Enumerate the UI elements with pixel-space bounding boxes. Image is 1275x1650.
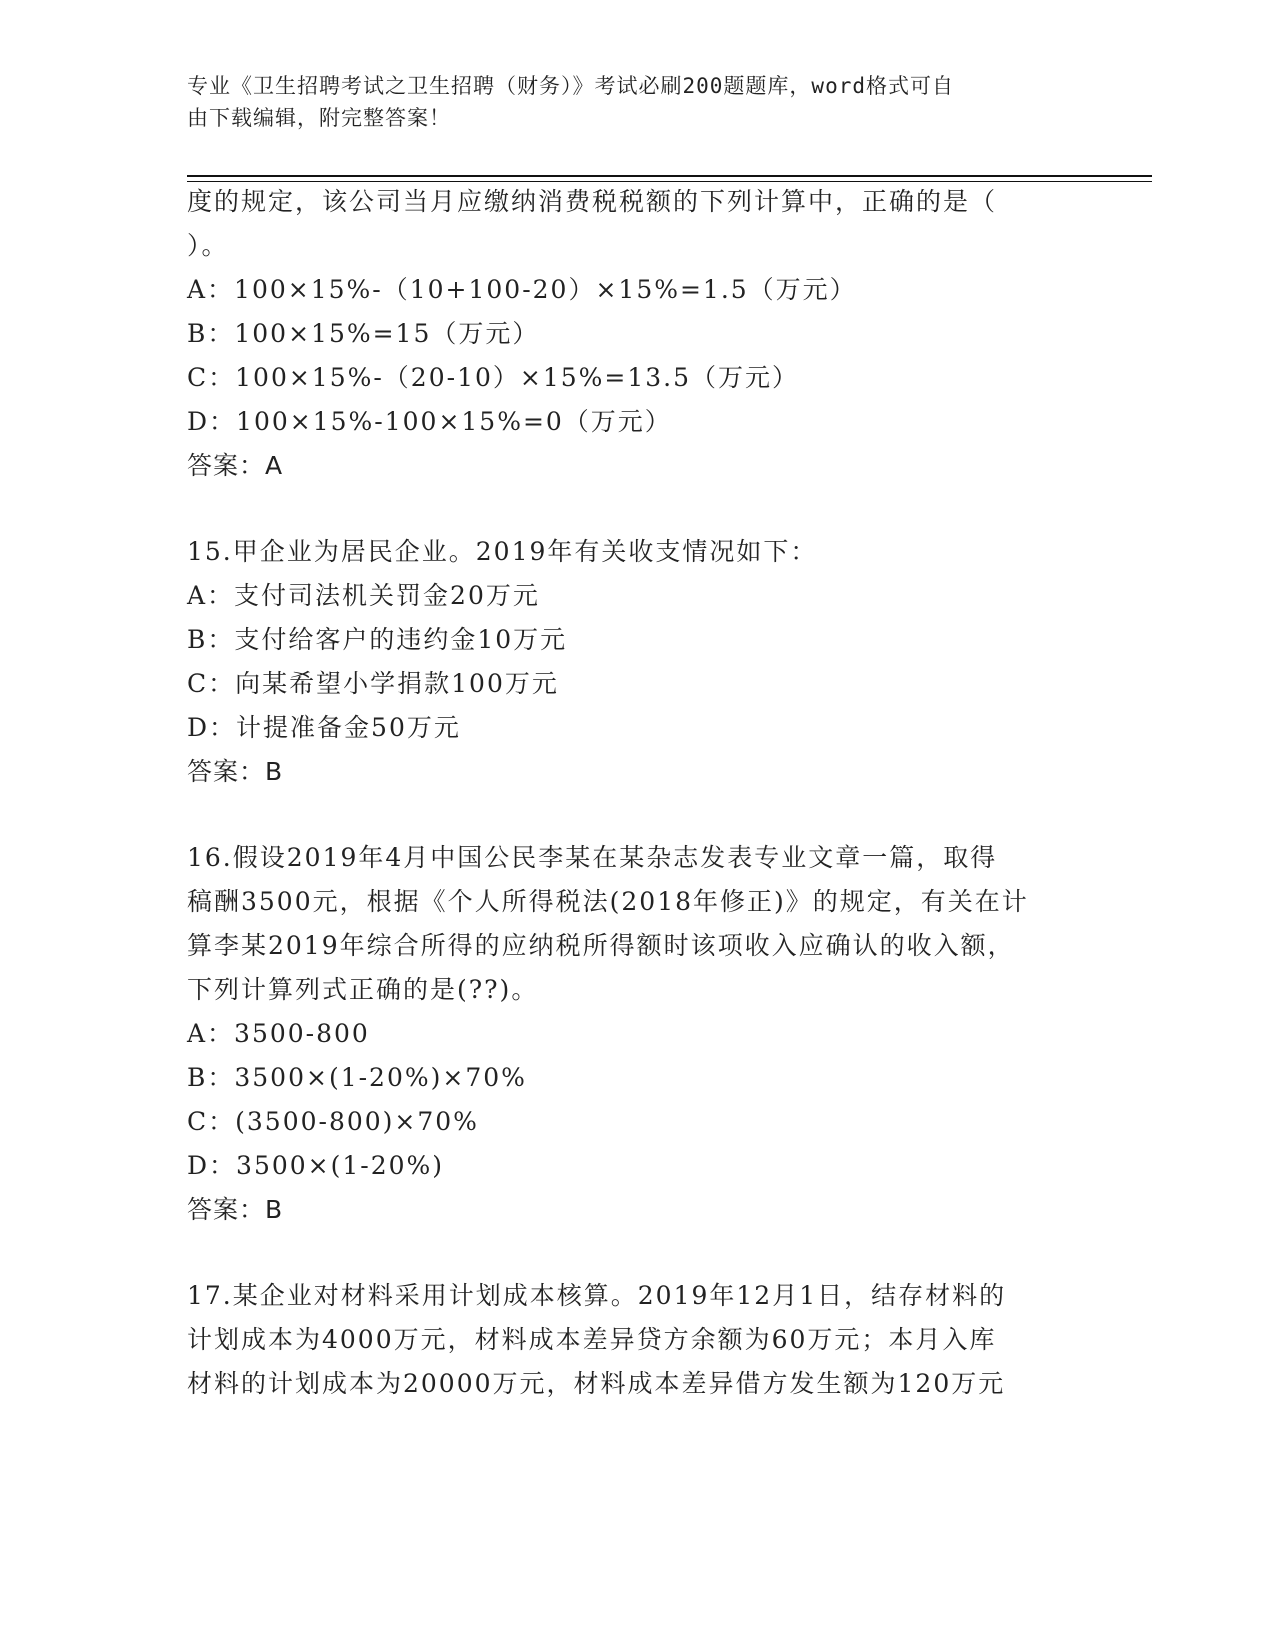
question-16-option-a: A：3500-800 (187, 1019, 370, 1048)
question-15-option-b: B：支付给客户的违约金10万元 (187, 625, 568, 654)
question-15-answer: 答案：B (187, 757, 284, 786)
question-16-option-c: C：(3500-800)×70% (187, 1107, 479, 1136)
question-16-stem-line: 下列计算列式正确的是(??)。 (187, 975, 539, 1004)
header-line-2: 由下载编辑，附完整答案！ (187, 106, 451, 130)
question-14-answer: 答案：A (187, 451, 284, 480)
question-16-stem-line: 算李某2019年综合所得的应纳税所得额时该项收入应确认的收入额， (187, 931, 1015, 960)
question-14-option-d: D：100×15%-100×15%=0（万元） (187, 407, 672, 436)
header-line-1: 专业《卫生招聘考试之卫生招聘（财务）》考试必刷200题题库，word格式可自 (187, 74, 954, 98)
document-header (187, 70, 1067, 134)
question-14-option-b: B：100×15%=15（万元） (187, 319, 540, 348)
question-16-option-d: D：3500×(1-20%) (187, 1151, 445, 1180)
header-rule-thin (187, 181, 1152, 182)
question-16-answer: 答案：B (187, 1195, 284, 1224)
question-16-stem-line: 稿酬3500元，根据《个人所得税法(2018年修正)》的规定，有关在计 (187, 887, 1029, 916)
question-15-option-c: C：向某希望小学捐款100万元 (187, 669, 559, 698)
question-16-stem-line: 16.假设2019年4月中国公民李某在某杂志发表专业文章一篇，取得 (187, 843, 998, 872)
question-14-stem-line: ）。 (187, 231, 229, 260)
question-15-option-a: A：支付司法机关罚金20万元 (187, 581, 540, 610)
question-17-stem-line: 17.某企业对材料采用计划成本核算。2019年12月1日，结存材料的 (187, 1281, 1007, 1310)
question-15-stem: 15.甲企业为居民企业。2019年有关收支情况如下： (187, 537, 818, 566)
question-17-stem-line: 材料的计划成本为20000万元，材料成本差异借方发生额为120万元 (187, 1369, 1006, 1398)
question-17-stem-line: 计划成本为4000万元，材料成本差异贷方余额为60万元；本月入库 (187, 1325, 997, 1354)
question-15-option-d: D：计提准备金50万元 (187, 713, 461, 742)
question-16-option-b: B：3500×(1-20%)×70% (187, 1063, 527, 1092)
question-14-option-c: C：100×15%-（20-10）×15%=13.5（万元） (187, 363, 800, 392)
header-rule-thick (187, 175, 1152, 177)
question-14-stem-line: 度的规定，该公司当月应缴纳消费税税额的下列计算中，正确的是（ (187, 187, 998, 216)
question-14-option-a: A：100×15%-（10+100-20）×15%=1.5（万元） (187, 275, 857, 304)
